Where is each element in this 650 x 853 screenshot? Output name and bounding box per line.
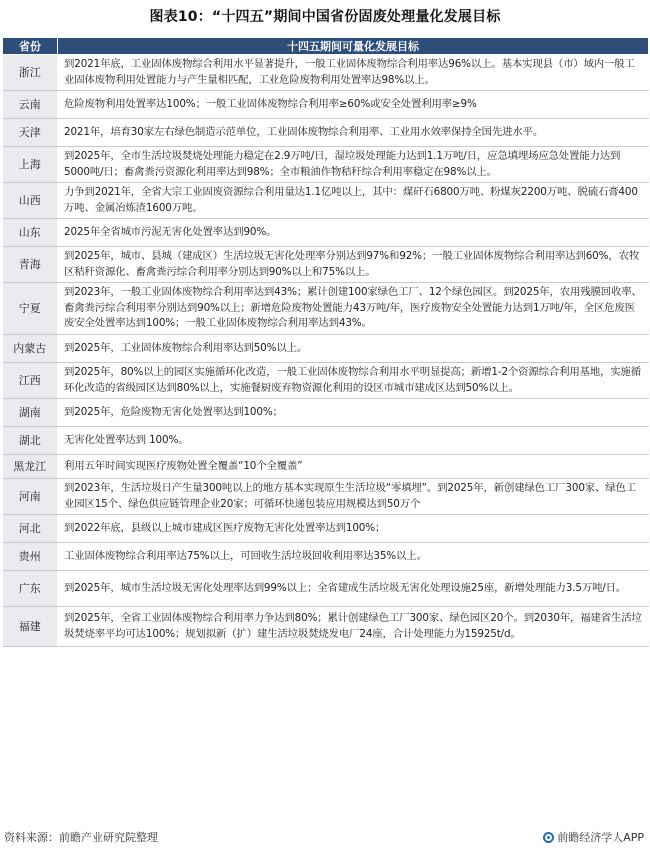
province-cell: 天津: [3, 119, 58, 147]
table-row: [3, 91, 649, 119]
brand-name: 前瞻经济学人APP: [557, 831, 644, 844]
table-row: [3, 399, 649, 427]
goals-table: [2, 37, 649, 647]
header-goal: 十四五期间可量化发展目标: [58, 38, 649, 55]
goal-cell: 利用五年时间实现医疗废物处置全覆盖“10个全覆盖”: [58, 455, 649, 479]
table-row: [3, 55, 649, 91]
source-note: 资料来源：前瞻产业研究院整理: [4, 831, 158, 844]
province-cell: 贵州: [3, 543, 58, 571]
goal-cell: 到2025年，工业固体废物综合利用率达到50%以上。: [58, 335, 649, 363]
table-row: [3, 479, 649, 515]
table-row: [3, 607, 649, 647]
table-row: [3, 515, 649, 543]
table-row: [3, 363, 649, 399]
table-row: [3, 283, 649, 335]
province-cell: 黑龙江: [3, 455, 58, 479]
header-province: 省份: [3, 38, 58, 55]
table-row: [3, 455, 649, 479]
goal-cell: 到2025年，城市生活垃圾无害化处理率达到99%以上；全省建成生活垃圾无害化处理设施25座，新增处理能力3.5万吨/日。: [58, 571, 649, 607]
province-cell: 江西: [3, 363, 58, 399]
goal-cell: 到2025年，全省工业固体废物综合利用率力争达到80%；累计创建绿色工厂300家、绿色园区20个。到2030年，福建省生活垃圾焚烧率平均可达100%；规划拟新（扩）建生活垃圾焚烧发电厂24座，合计处理能力为15925t/d。: [58, 607, 649, 647]
province-cell: 福建: [3, 607, 58, 647]
footer: [0, 829, 650, 849]
table-row: [3, 543, 649, 571]
goal-cell: 2025年全省城市污泥无害化处置率达到90%。: [58, 219, 649, 247]
province-cell: 上海: [3, 147, 58, 183]
table-row: [3, 119, 649, 147]
goal-cell: 无害化处置率达到 100%。: [58, 427, 649, 455]
province-cell: 河南: [3, 479, 58, 515]
table-row: [3, 147, 649, 183]
province-cell: 浙江: [3, 55, 58, 91]
table-row: [3, 335, 649, 363]
qianzhan-logo-icon: [543, 832, 554, 843]
goal-cell: 到2023年，一般工业固体废物综合利用率达到43%；累计创建100家绿色工厂、12个绿色园区。到2025年，农用残膜回收率、畜禽粪污综合利用率分别达到90%以上；新增危险废物处置能力43万吨/年，医疗废物安全处置能力达到1万吨/年，全区危废医废安全处置率达到100%；一般工业固体废物综合利用率达到43%。: [58, 283, 649, 335]
brand-mark: [543, 829, 644, 845]
table-row: [3, 219, 649, 247]
goal-cell: 到2025年，城市、县城（建成区）生活垃圾无害化处理率分别达到97%和92%；一般工业固体废物综合利用率达到60%，农牧区秸秆资源化、畜禽粪污综合利用率分别达到90%以上和75%以上。: [58, 247, 649, 283]
goal-cell: 到2025年，危险废物无害化处置率达到100%；: [58, 399, 649, 427]
province-cell: 广东: [3, 571, 58, 607]
goal-cell: 工业固体废物综合利用率达75%以上，可回收生活垃圾回收利用率达35%以上。: [58, 543, 649, 571]
province-cell: 宁夏: [3, 283, 58, 335]
province-cell: 青海: [3, 247, 58, 283]
province-cell: 云南: [3, 91, 58, 119]
goal-cell: 力争到2021年，全省大宗工业固废资源综合利用量达1.1亿吨以上，其中：煤矸石6800万吨、粉煤灰2200万吨、脱硫石膏400万吨、金属冶炼渣1600万吨。: [58, 183, 649, 219]
goal-cell: 2021年，培育30家左右绿色制造示范单位，工业固体废物综合利用率、工业用水效率保持全国先进水平。: [58, 119, 649, 147]
table-header-row: [3, 38, 649, 55]
table-row: [3, 247, 649, 283]
goal-cell: 到2023年，生活垃圾日产生量300吨以上的地方基本实现原生生活垃圾“零填埋”。到2025年，新创建绿色工厂300家、绿色工业园区15个、绿色供应链管理企业20家；可循环快递包装应用规模达到50万个: [58, 479, 649, 515]
province-cell: 湖南: [3, 399, 58, 427]
province-cell: 湖北: [3, 427, 58, 455]
goal-cell: 到2021年底，工业固体废物综合利用水平显著提升，一般工业固体废物综合利用率达96%以上。基本实现县（市）域内一般工业固体废物利用处置能力与产生量相匹配，工业危险废物利用处置率达98%以上。: [58, 55, 649, 91]
province-cell: 河北: [3, 515, 58, 543]
table-row: [3, 183, 649, 219]
goal-cell: 到2025年，80%以上的园区实施循环化改造，一般工业固体废物综合利用水平明显提高；新增1-2个资源综合利用基地，实施循环化改造的省级园区达到80%以上，实施餐厨废弃物资源化利用的设区市城市建成区达到50%以上。: [58, 363, 649, 399]
goal-cell: 到2025年，全市生活垃圾焚烧处理能力稳定在2.9万吨/日，湿垃圾处理能力达到1.1万吨/日，应急填埋场应急处置能力达到5000吨/日；畜禽粪污资源化利用率达到98%；全市粮油作物秸秆综合利用率稳定在98%以上。: [58, 147, 649, 183]
province-cell: 内蒙古: [3, 335, 58, 363]
goal-cell: 到2022年底，县级以上城市建成区医疗废物无害化处置率达到100%；: [58, 515, 649, 543]
page-title: 图表10：“十四五”期间中国省份固废处理量化发展目标: [149, 9, 501, 25]
province-cell: 山西: [3, 183, 58, 219]
table-row: [3, 427, 649, 455]
table-row: [3, 571, 649, 607]
goal-cell: 危险废物利用处置率达100%；一般工业固体废物综合利用率≥60%或安全处置利用率≥9%: [58, 91, 649, 119]
province-cell: 山东: [3, 219, 58, 247]
